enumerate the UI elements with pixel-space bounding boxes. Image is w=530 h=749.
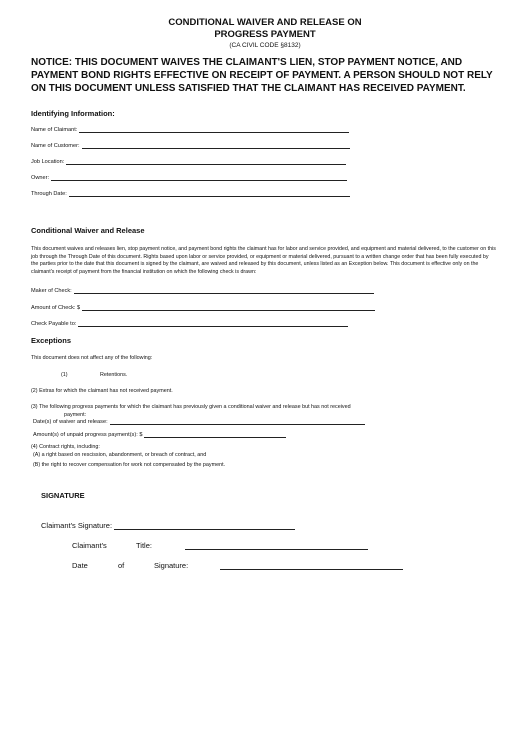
claimant-signature-row [41, 521, 295, 530]
claimant-name-field[interactable] [79, 126, 349, 133]
exception-3-text-line1: (3) The following progress payments for which the claimant has previously given a conditional waiver and release but has not received [31, 404, 351, 410]
signature-field[interactable] [220, 562, 403, 570]
job-location-row [31, 158, 346, 165]
notice-text: NOTICE: THIS DOCUMENT WAIVES THE CLAIMANT'S LIEN, STOP PAYMENT NOTICE, AND PAYMENT BOND RIGHTS EFFECTIVE ON RECEIPT OF PAYMENT. A PERSON SHOULD NOT RELY ON THIS DOCUMENT UNLESS SATISFIED THAT THE CLAIMANT HAS RECEIVED PAYMENT. [31, 57, 493, 94]
unpaid-amounts-field[interactable] [144, 431, 286, 438]
waiver-dates-row [33, 418, 365, 425]
claimant-signature-field[interactable] [114, 521, 295, 530]
amount-of-check-row [31, 304, 375, 311]
identifying-heading: Identifying Information: [31, 109, 115, 118]
customer-name-label: Name of Customer: [31, 143, 80, 149]
maker-of-check-row [31, 287, 374, 294]
through-date-field[interactable] [69, 190, 350, 197]
signature-label: Signature: [154, 561, 189, 570]
of-label: of [118, 561, 125, 570]
claimant-name-label: Name of Claimant: [31, 127, 78, 133]
exception-1-text: Retentions. [100, 372, 128, 378]
job-location-field[interactable] [66, 158, 346, 165]
waiver-dates-field[interactable] [110, 418, 365, 425]
exception-1-number: (1) [61, 372, 68, 378]
check-payable-row [31, 320, 348, 327]
amount-of-check-label: Amount of Check: $ [31, 305, 81, 311]
check-payable-label: Check Payable to: [31, 321, 77, 327]
claimant-name-row [31, 126, 349, 133]
exception-3-text-line2: payment: [64, 412, 87, 418]
claimants-label: Claimant's [72, 541, 107, 550]
check-payable-field[interactable] [78, 320, 348, 327]
through-date-row [31, 190, 350, 197]
date-label: Date [72, 561, 88, 570]
waiver-dates-label: Date(s) of waiver and release: [33, 419, 108, 425]
unpaid-amounts-label: Amount(s) of unpaid progress payment(s): $ [33, 432, 143, 438]
owner-label: Owner: [31, 175, 50, 181]
claimant-signature-label: Claimant's Signature: [41, 521, 113, 530]
document-title-line1: CONDITIONAL WAIVER AND RELEASE ON [168, 17, 362, 28]
owner-row [31, 174, 347, 181]
customer-name-field[interactable] [82, 142, 350, 149]
title-label: Title: [136, 541, 152, 550]
maker-of-check-field[interactable] [74, 287, 374, 294]
document-title-line2: PROGRESS PAYMENT [214, 29, 316, 40]
unpaid-amounts-row [33, 431, 286, 438]
through-date-label: Through Date: [31, 191, 67, 197]
customer-name-row [31, 142, 350, 149]
waiver-body: This document waives and releases lien, stop payment notice, and payment bond rights the claimant has for labor and service provided, and equipment and material delivered, to the customer on this job through the Through Date of this document. Rights based upon labor or service provided, or equipment or material delivered, pursuant to a written change order that has been fully executed by the parties prior to the date that this document is signed by the claimant, are waived and released by this document, unless listed as an Exception below. This document is effective only on the claimant's receipt of payment from the financial institution on which the following check is drawn: [31, 246, 496, 275]
owner-field[interactable] [51, 174, 347, 181]
exception-2-text: (2) Extras for which the claimant has not received payment. [31, 388, 173, 394]
exception-4-text: (4) Contract rights, including: [31, 444, 100, 450]
waiver-heading: Conditional Waiver and Release [31, 226, 145, 235]
signature-heading: SIGNATURE [41, 491, 85, 500]
exception-4a-text: (A) a right based on rescission, abandonment, or breach of contract, and [33, 452, 207, 458]
civil-code-reference: (CA CIVIL CODE §8132) [229, 42, 301, 49]
maker-of-check-label: Maker of Check: [31, 288, 72, 294]
exceptions-intro: This document does not affect any of the following: [31, 355, 153, 361]
title-row [136, 541, 152, 550]
exceptions-heading: Exceptions [31, 336, 72, 345]
amount-of-check-field[interactable] [82, 304, 375, 311]
exception-4b-text: (B) the right to recover compensation for work not compensated by the payment. [33, 462, 226, 468]
job-location-label: Job Location: [31, 159, 65, 165]
title-field[interactable] [185, 542, 368, 550]
